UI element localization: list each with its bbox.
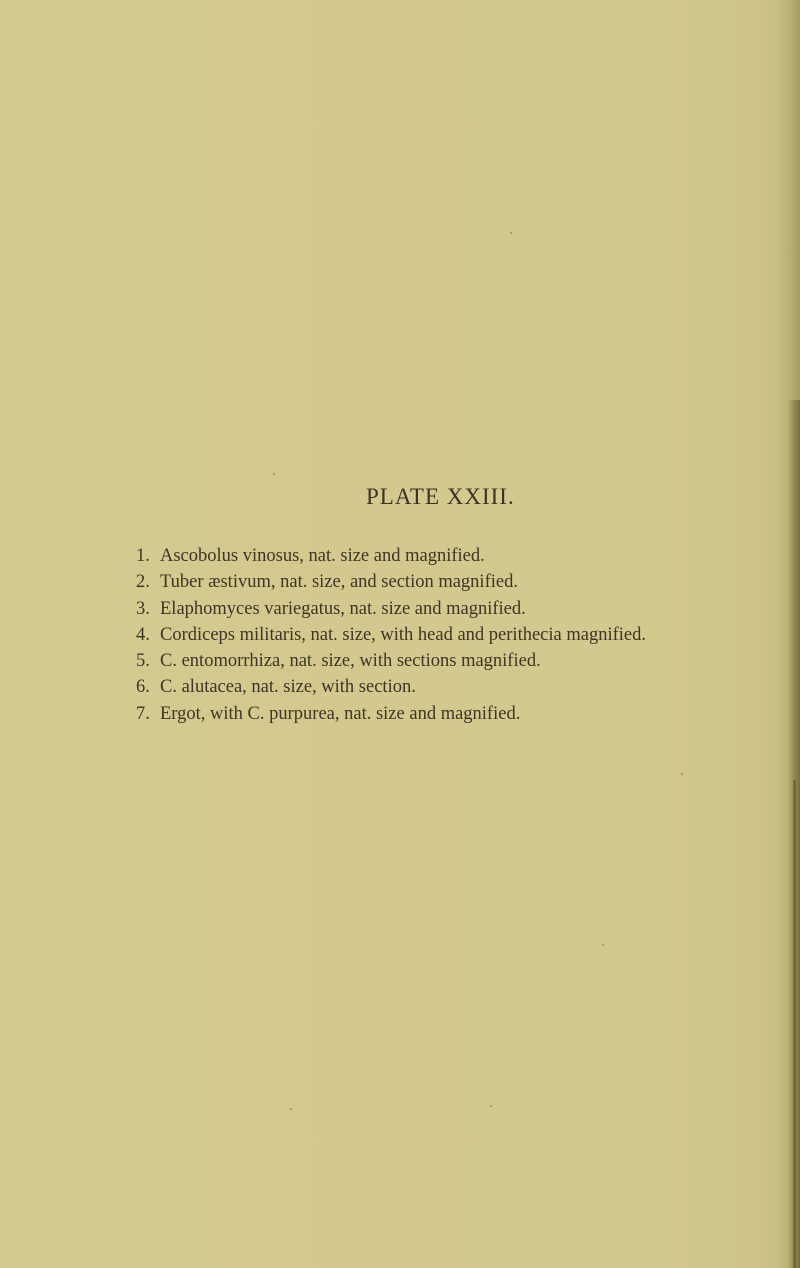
caption-number: 2. (136, 572, 150, 593)
caption-item (136, 622, 646, 648)
caption-text: Cordiceps militaris, nat. size, with head and perithecia magnified. (160, 624, 646, 645)
plate-title: PLATE XXIII. (366, 484, 515, 509)
paper-speck (273, 473, 275, 475)
caption-text: Elaphomyces variegatus, nat. size and magnified. (160, 598, 526, 619)
caption-item (136, 569, 646, 595)
page-edge-line (793, 780, 796, 1268)
caption-item (136, 543, 646, 569)
caption-item (136, 674, 646, 700)
caption-text: Ergot, with C. purpurea, nat. size and magnified. (160, 703, 521, 724)
paper-speck (681, 773, 683, 775)
caption-item (136, 701, 646, 727)
plate-caption-list (136, 543, 646, 727)
paper-speck (602, 944, 604, 946)
caption-text: Tuber æstivum, nat. size, and section magnified. (160, 572, 518, 593)
paper-speck (290, 1108, 292, 1110)
caption-number: 3. (136, 598, 150, 619)
paper-speck (510, 232, 512, 234)
caption-number: 4. (136, 624, 150, 645)
caption-item (136, 648, 646, 674)
caption-number: 5. (136, 651, 150, 672)
caption-item (136, 596, 646, 622)
caption-number: 7. (136, 703, 150, 724)
caption-text: Ascobolus vinosus, nat. size and magnified. (160, 546, 485, 566)
caption-number: 1. (136, 546, 150, 566)
caption-text: C. entomorrhiza, nat. size, with sections magnified. (160, 651, 541, 672)
caption-text: C. alutacea, nat. size, with section. (160, 677, 416, 698)
caption-number: 6. (136, 677, 150, 698)
paper-speck (490, 1105, 492, 1107)
